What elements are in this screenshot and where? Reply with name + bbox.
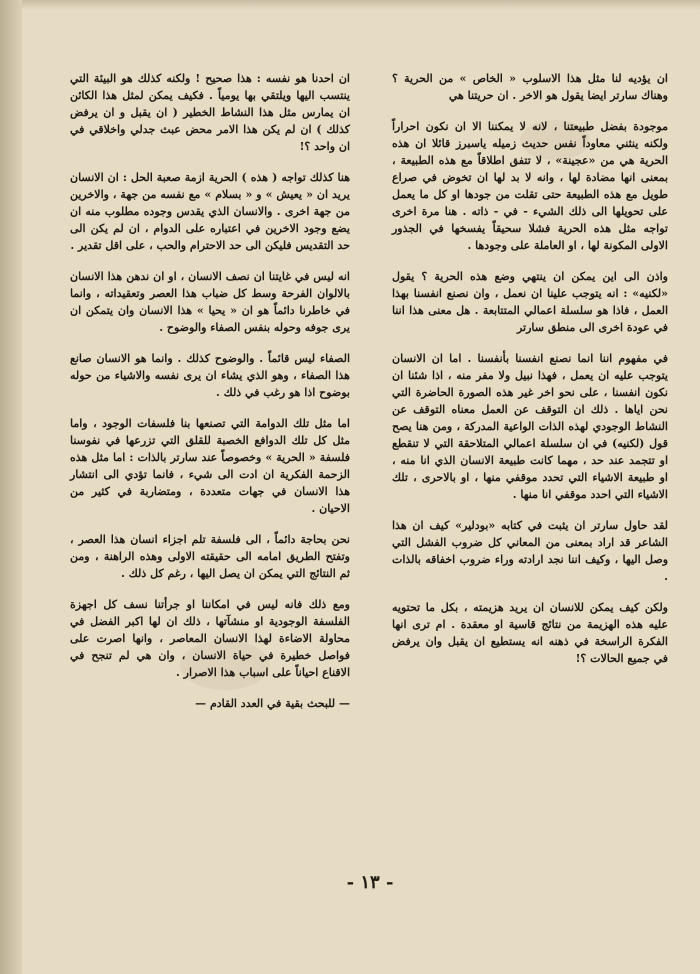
- page-number: - ١٣ -: [346, 872, 394, 893]
- paragraph: واذن الى اين يمكن ان ينتهي وضع هذه الحرية ؟ يقول «لكنيه» : انه يتوجب علينا ان نعمل ، وان نصنع انفسنا بهذا العمل ، فاذا هو سلسلة اعمالي المتتابعة . هل معنى هذا اننا في عودة اخرى الى منطق سارتر: [392, 270, 668, 334]
- paragraph: ومع ذلك فانه ليس في امكاننا او جرأتنا نسف كل اجهزة الفلسفة الوجودية او منشآتها ، ذلك ان لها اكبر الفضل في محاولة الاضاءة لهذا الانسان المعاصر ، وانها اصرت على فواصل خطيرة في حياة الانسان ، وان هي لم تنجح في الاقناع احياناً على اسباب هذا الاصرار .: [70, 598, 350, 679]
- paragraph: الصفاء ليس قائماً . والوضوح كذلك . وانما هو الانسان صانع هذا الصفاء ، وهو الذي يشاء ان يرى نفسه والاشياء من حوله بوضوح اذا هو رغب في ذلك .: [70, 352, 350, 399]
- left-column: [70, 70, 350, 726]
- paragraph: لقد حاول سارتر ان يثبت في كتابه «بودلير» كيف ان هذا الشاعر قد اراد بمعنى من المعاني كل ضروب الفشل التي وصل اليها ، وكيف اننا نجد ارادته وراء ضروب اخفاقه بالذات .: [392, 519, 668, 583]
- paragraph: ولكن كيف يمكن للانسان ان يريد هزيمته ، بكل ما تحتويه عليه هذه الهزيمة من نتائج قاسية او معقدة . ام ترى انها الفكرة الراسخة في ذهنه انه يستطيع ان يقبل وان يرفض في جميع الحالات ؟!: [392, 601, 668, 665]
- paragraph: ان يؤديه لنا مثل هذا الاسلوب « الخاص » من الحرية ؟ وهناك سارتر ايضا يقول هو الاخر . ان حريتنا هي: [392, 72, 668, 102]
- page-binding-edge: [0, 0, 22, 974]
- right-column: [392, 70, 668, 681]
- paragraph: انه ليس في غايتنا ان نصف الانسان ، او ان ندهن هذا الانسان بالالوان الفرحة وسط كل ضباب هذا العصر وتعقيداته ، وانما في خاطرنا دائماً هو ان « يحيا » هذا الانسان وان يتمكن ان يرى جوفه وحوله بنفس الصفاء والوضوح .: [70, 270, 350, 334]
- paragraph: اما مثل تلك الدوامة التي تصنعها بنا فلسفات الوجود ، واما مثل كل تلك الدوافع الخصبة للقلق التي تزرعها في نفوسنا فلسفة « الحرية » وخصوصاً عند سارتر بالذات : اما مثل هذه الزحمة الفكرية ان ادت الى شيء ، فانما تؤدي الى انتشار هذا الانسان في جهات متعددة ، ومتضاربة في كثير من الاحيان .: [70, 417, 350, 515]
- paragraph: هنا كذلك تواجه ( هذه ) الحرية ازمة صعبة الحل : ان الانسان يريد ان « يعيش » و « بسلام » مع نفسه من جهة ، والاخرين من جهة اخرى . والانسان الذي يقدس وجوده مطلوب منه ان يضع وجود الاخرين في اعتباره على الدوام ، ان لم يكن الى حد التقديس فليكن الى حد الاحترام والحب ، على اقل تقدير .: [70, 171, 350, 252]
- paragraph: ان احدنا هو نفسه : هذا صحيح ! ولكنه كذلك هو البيئة التي ينتسب اليها ويلتقي بها يومياً . فكيف يمكن لمثل هذا الكائن ان يمارس مثل هذا النشاط الخطير ( ان يقبل و ان يرفض كذلك ) ان لم يكن هذا الامر محض عبث جدلي واخلاقي في ان واحد ؟!: [70, 72, 350, 153]
- paragraph: موجودة بفضل طبيعتنا ، لانه لا يمكننا الا ان نكون احراراً ولكنه ينثني معاوداً نفس حديث زميله ياسبرز قائلا ان هذه الحرية هي من «عجينة» ، لا تتفق اطلاقاً مع هذه الطبيعة ، بمعنى انها مضادة لها ، وانه لا بد لها ان تخوض في صراع طويل مع هذه الطبيعة حتى تقلت من جودها او كل ما يعمل على تحويلها الى ذلك الشيء - في - ذاته . هنا مرة اخرى تواجه مثل هذه الحرية فشلا سحيقاً يفسخها في الجذور الاولى المكونة لها ، او العاملة على وجودها .: [392, 120, 668, 252]
- continuation-note: — للبحث بقية في العدد القادم —: [195, 697, 350, 710]
- paragraph: نحن بحاجة دائماً ، الى فلسفة تلم اجزاء انسان هذا العصر ، وتفتح الطريق امامه الى حقيقته الاولى وهذه الراهنة ، ومن ثم النتائج التي يمكن ان يصل اليها ، رغم كل ذلك .: [70, 533, 350, 580]
- page-top-fold: [22, 0, 700, 10]
- paragraph: في مفهوم اننا انما نصنع انفسنا بأنفسنا . اما ان الانسان يتوجب عليه ان يعمل ، فهذا نبيل ولا مفر منه ، اذا شئنا ان نكون انفسنا ، على نحو اخر غير هذه الصورة الحاضرة التي نحن اياها . ذلك ان التوقف عن العمل معناه التوقف عن النشاط الوجودي لهذه الذات الواعية المدركة ، ومن هنا يصح قول (لكنيه) في ان سلسلة اعمالي المتلاحقة التي لا تنقطع او تتجمد عند حد ، مهما كانت طبيعة الانسان الذي انا منه ، او طبيعة الاشياء التي تحدد موقفي منها ، او بالاحرى ، تلك الاشياء التي احدد موقفي انا منها .: [392, 352, 668, 501]
